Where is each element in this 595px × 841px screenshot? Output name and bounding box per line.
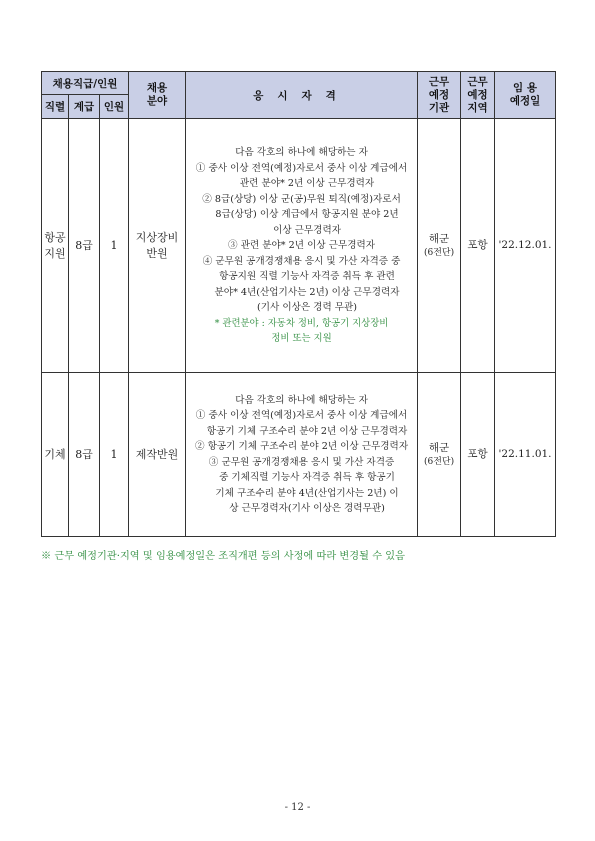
- agency-name: 해군: [428, 442, 450, 454]
- date-cell: '22.11.01.: [495, 373, 556, 537]
- header-field-line: 분야: [146, 95, 168, 107]
- agency-name: 해군: [428, 233, 450, 245]
- qualification-line: 상 근무경력자(기사 이상은 경력무관): [229, 503, 385, 514]
- qualification-line: 8급(상당) 이상 계급에서 항공지원 분야 2년: [215, 209, 399, 221]
- rank-line: 지원: [44, 246, 66, 260]
- header-position-group: 채용직급/인원: [42, 72, 129, 95]
- header-agency-line: 예정: [428, 88, 450, 101]
- header-qualification: 응시자격: [186, 72, 418, 119]
- qualification-line: ② 항공기 기체 구조수리 분야 2년 이상 근무경력자: [194, 441, 409, 452]
- rank-line: 기체: [44, 447, 66, 461]
- header-field: [129, 72, 186, 119]
- header-date-line: 임 용: [513, 82, 537, 94]
- qualification-line: 기체 구조수리 분야 4년(산업기사는 2년) 이: [215, 487, 399, 499]
- qualification-line: 중 기체직렬 기능사 자격증 취득 후 항공기: [219, 472, 395, 483]
- rank-line: 항공: [44, 230, 66, 244]
- rank-cell: [42, 119, 69, 373]
- agency-cell: [418, 119, 461, 373]
- qualification-cell: [186, 373, 418, 537]
- grade-cell: 8급: [69, 119, 100, 373]
- region-cell: 포항: [461, 373, 495, 537]
- field-line: 지상장비: [135, 230, 179, 244]
- region-cell: 포항: [461, 119, 495, 373]
- qualification-line: (기사 이상은 경력 무관): [257, 302, 358, 314]
- qualification-line: ① 중사 이상 전역(예정)자로서 중사 이상 계급에서: [195, 162, 408, 174]
- header-rank: 직렬: [42, 95, 69, 119]
- header-region-line: 예정: [467, 88, 488, 101]
- header-date: [495, 72, 556, 119]
- rank-cell: [42, 373, 69, 537]
- agency-unit: (6전단): [423, 457, 455, 467]
- qualification-line: ③ 군무원 공개경쟁채용 응시 및 가산 자격증: [208, 456, 395, 468]
- qualification-line: 항공지원 직렬 기능사 자격증 취득 후 관련: [219, 271, 395, 283]
- field-line: 반원: [146, 246, 168, 260]
- header-agency: [418, 72, 461, 119]
- grade-cell: 8급: [69, 373, 100, 537]
- table-row: [42, 373, 556, 537]
- agency-unit: (6전단): [423, 248, 455, 258]
- count-cell: 1: [100, 119, 129, 373]
- qualification-line: ④ 군무원 공개경쟁채용 응시 및 가산 자격증 중: [202, 255, 401, 267]
- count-cell: 1: [100, 373, 129, 537]
- qualification-line: 항공기 기체 구조수리 분야 2년 이상 근무경력자: [206, 425, 408, 437]
- qualification-line: ① 중사 이상 전역(예정)자로서 중사 이상 계급에서: [195, 410, 408, 421]
- qualification-line: 다음 각호의 하나에 해당하는 자: [235, 394, 368, 406]
- header-region-line: 근무: [467, 75, 488, 88]
- schedule-change-footnote: ※ 근무 예정기관·지역 및 임용예정일은 조직개편 등의 사정에 따라 변경될 수 있음: [41, 551, 405, 562]
- page-number: - 12 -: [284, 802, 311, 813]
- qualification-line: 분야* 4년(산업기사는 2년) 이상 근무경력자: [214, 286, 400, 298]
- date-cell: '22.12.01.: [495, 119, 556, 373]
- agency-cell: [418, 373, 461, 537]
- qualification-line: 다음 각호의 하나에 해당하는 자: [235, 147, 368, 159]
- field-cell: [129, 119, 186, 373]
- qualification-line: 관련 분야* 2년 이상 근무경력자: [239, 178, 375, 190]
- table-row: [42, 119, 556, 373]
- header-agency-line: 기관: [428, 101, 450, 114]
- related-field-note: 정비 또는 지원: [271, 332, 332, 344]
- header-field-line: 채용: [146, 82, 168, 94]
- header-date-line: 예정일: [509, 95, 541, 107]
- recruitment-table: [41, 71, 556, 537]
- qualification-cell: [186, 119, 418, 373]
- header-region-line: 지역: [467, 101, 488, 114]
- qualification-line: ② 8급(상당) 이상 군(공)무원 퇴직(예정)자로서: [202, 193, 401, 205]
- header-grade: 계급: [69, 95, 100, 119]
- header-region: [461, 72, 495, 119]
- header-count: 인원: [100, 95, 129, 119]
- related-field-note: * 관련분야 : 자동차 정비, 항공기 지상장비: [214, 317, 389, 329]
- field-cell: [129, 373, 186, 537]
- qualification-line: ③ 관련 분야* 2년 이상 근무경력자: [228, 240, 375, 252]
- qualification-line: 이상 근무경력자: [273, 224, 341, 236]
- header-agency-line: 근무: [428, 75, 450, 88]
- field-line: 제작반원: [135, 447, 179, 461]
